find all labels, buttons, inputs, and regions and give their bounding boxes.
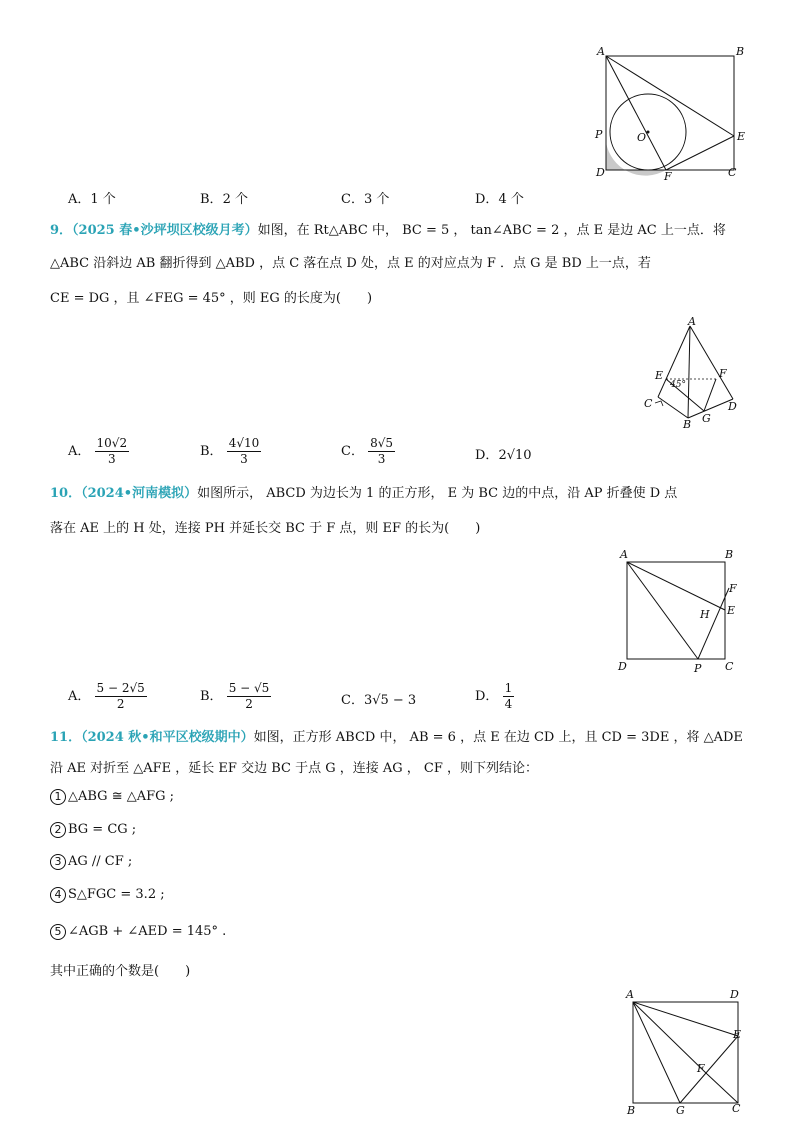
q11-label-E: E — [733, 1028, 742, 1041]
q11-statement-4: 4 S△FGC = 3.2 ; — [50, 887, 165, 903]
q10-source: （2024•河南模拟） — [81, 486, 198, 501]
q8-label-P: P — [595, 128, 603, 141]
q9-option-a[interactable]: A． $\frac{10√2}{3}$ — [68, 436, 128, 466]
q11-label-A: A — [626, 988, 634, 1001]
q11-label-C: C — [732, 1102, 741, 1115]
q8-shaded-region — [606, 142, 666, 176]
q10-label-B: B — [725, 548, 734, 561]
q8-option-c[interactable]: C．3 个 — [341, 192, 390, 207]
q9-option-d[interactable]: D．2√10 — [475, 448, 532, 463]
q11-stem-line1 — [50, 726, 743, 745]
q10-option-d[interactable]: D． $\frac{1}{4}$ — [475, 681, 513, 711]
q11-statement-3: 3 AG // CF ; — [50, 854, 132, 870]
q10-label-F: F — [729, 582, 737, 595]
q9-option-b[interactable]: B． $\frac{4√10}{3}$ — [200, 436, 260, 466]
q10-label-A: A — [620, 548, 628, 561]
q11-stem-line2: 沿 AE 对折至 △AFE ，延长 EF 交边 BC 于点 G ，连接 AG ， CF ，则下列结论： — [50, 761, 539, 776]
q11-figure — [620, 984, 750, 1116]
q10-label-P: P — [694, 662, 702, 675]
q9-label-D: D — [728, 400, 737, 413]
q9-label-E: E — [655, 369, 664, 382]
q9-number: 9． — [50, 223, 73, 238]
q9-stem-line1 — [50, 219, 726, 238]
q10-stem-line2: 落在 AE 上的 H 处，连接 PH 并延长交 BC 于 F 点，则 EF 的长为( ) — [50, 521, 481, 536]
circled-number-icon: 5 — [50, 924, 66, 940]
q10-label-C: C — [725, 660, 734, 673]
q9-label-C: C — [644, 397, 653, 410]
q10-option-c[interactable]: C．3√5 − 3 — [341, 693, 417, 708]
q10-figure — [612, 544, 747, 677]
circled-number-icon: 1 — [50, 789, 66, 805]
q11-question: 其中正确的个数是( ) — [50, 964, 191, 979]
q11-text-1: 如图，正方形 ABCD 中， AB = 6 ，点 E 在边 CD 上，且 CD = 3DE ，将 △ADE — [253, 730, 743, 745]
q11-label-D: D — [730, 988, 739, 1001]
q8-label-C: C — [728, 166, 737, 179]
q10-label-H: H — [700, 608, 710, 621]
q11-source: （2024 秋•和平区校级期中） — [81, 730, 254, 745]
q9-figure — [636, 316, 746, 428]
q9-label-F: F — [719, 367, 727, 380]
q10-option-a[interactable]: A． $\frac{5 - 2√5}{2}$ — [68, 681, 145, 711]
q11-statement-2: 2 BG = CG ; — [50, 822, 136, 838]
q11-number: 11． — [50, 730, 82, 745]
q11-label-B: B — [627, 1104, 636, 1116]
circled-number-icon: 4 — [50, 887, 66, 903]
q9-label-G: G — [702, 412, 711, 425]
circled-number-icon: 3 — [50, 854, 66, 870]
q10-label-D: D — [618, 660, 627, 673]
q8-label-B: B — [736, 45, 745, 58]
q10-option-b[interactable]: B． $\frac{5 - √5}{2}$ — [200, 681, 270, 711]
q8-figure — [590, 42, 760, 182]
q11-statement-5: 5 ∠AGB + ∠AED = 145° . — [50, 924, 226, 940]
q8-label-D: D — [596, 166, 605, 179]
q8-option-a[interactable]: A．1 个 — [68, 192, 116, 207]
q9-option-c[interactable]: C． $\frac{8√5}{3}$ — [341, 436, 394, 466]
q8-label-F: F — [664, 170, 672, 182]
q10-stem-line1 — [50, 482, 677, 501]
q11-statement-1: 1 △ABG ≅ △AFG ; — [50, 789, 174, 805]
q9-label-A: A — [688, 316, 696, 328]
q9-stem-line2: △ABC 沿斜边 AB 翻折得到 △ABD ，点 C 落在点 D 处，点 E 的对应点为 F ．点 G 是 BD 上一点，若 — [50, 256, 651, 271]
q8-label-O: O — [637, 131, 647, 144]
circled-number-icon: 2 — [50, 822, 66, 838]
q9-text-1: 如图，在 Rt△ABC 中， BC = 5 ， tan∠ABC = 2 ，点 E 是边 AC 上一点．将 — [257, 223, 726, 238]
q10-label-E: E — [727, 604, 736, 617]
q8-option-b[interactable]: B．2 个 — [200, 192, 248, 207]
q10-number: 10． — [50, 486, 82, 501]
q10-text-1: 如图所示， ABCD 为边长为 1 的正方形， E 为 BC 边的中点，沿 AP 折叠使 D 点 — [197, 486, 678, 501]
q8-label-A: A — [597, 45, 605, 58]
q11-label-G: G — [676, 1104, 685, 1116]
q11-label-F: F — [697, 1062, 705, 1075]
q8-label-E: E — [737, 130, 746, 143]
q9-label-B: B — [683, 418, 692, 428]
q8-option-d[interactable]: D．4 个 — [475, 192, 524, 207]
q9-source: （2025 春•沙坪坝区校级月考） — [72, 223, 258, 238]
q9-stem-line3: CE = DG ，且 ∠FEG = 45° ，则 EG 的长度为( ) — [50, 291, 373, 306]
q9-label-angle: 45° — [670, 380, 686, 390]
